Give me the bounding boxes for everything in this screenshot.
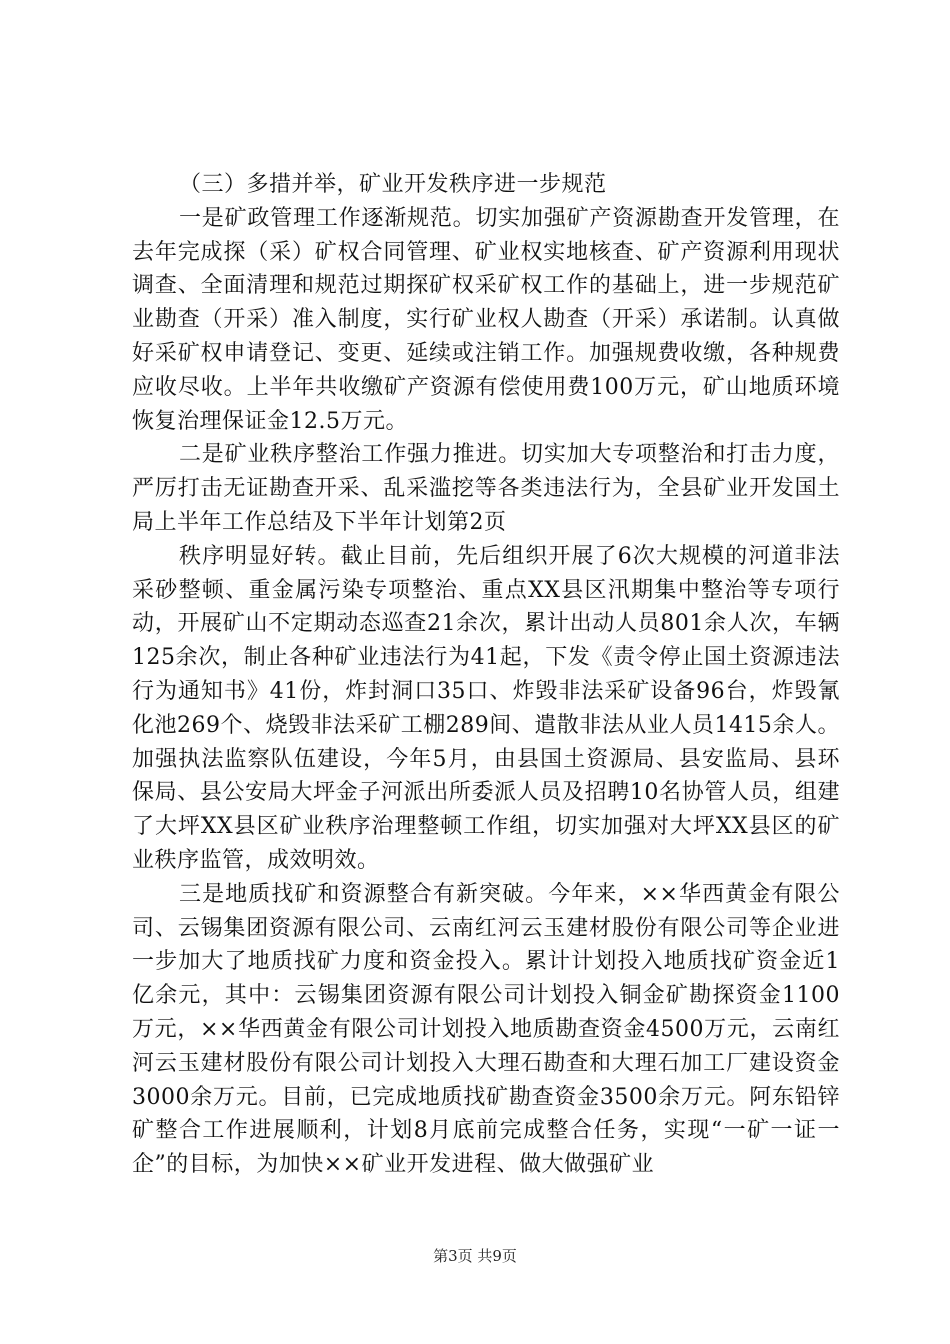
paragraph-order-results: 秩序明显好转。截止目前，先后组织开展了6次大规模的河道非法采砂整顿、重金属污染专项整治、重点XX县区汛期集中整治等专项行动，开展矿山不定期动态巡查21余次，累计出动人员801余人次，车辆125余次，制止各种矿业违法行为41起，下发《责令停止国土资源违法行为通知书》41份，炸封洞口35口、炸毁非法采矿设备96台，炸毁氰化池269个、烧毁非法采矿工棚289间、遣散非法从业人员1415余人。加强执法监察队伍建设，今年5月，由县国土资源局、县安监局、县环保局、县公安局大坪金子河派出所委派人员及招聘10名协管人员，组建了大坪XX县区矿业秩序治理整顿工作组，切实加强对大坪XX县区的矿业秩序监管，成效明效。 [132,543,840,873]
document-body [132,168,840,1182]
paragraph-mining-administration: 一是矿政管理工作逐渐规范。切实加强矿产资源勘查开发管理，在去年完成探（采）矿权合同管理、矿业权实地核查、矿产资源利用现状调查、全面清理和规范过期探矿权采矿权工作的基础上，进一步规范矿业勘查（开采）准入制度，实行矿业权人勘查（开采）承诺制。认真做好采矿权申请登记、变更、延续或注销工作。加强规费收缴，各种规费应收尽收。上半年共收缴矿产资源有偿使用费100万元，矿山地质环境恢复治理保证金12.5万元。 [132,205,840,434]
paragraph-order-rectification: 二是矿业秩序整治工作强力推进。切实加大专项整治和打击力度，严厉打击无证勘查开采、乱采滥挖等各类违法行为，全县矿业开发国土局上半年工作总结及下半年计划第2页 [132,442,840,535]
section-heading: （三）多措并举，矿业开发秩序进一步规范 [179,172,607,197]
page-footer: 第3页 共9页 [433,1247,517,1265]
paragraph-geological-prospecting: 三是地质找矿和资源整合有新突破。今年来，××华西黄金有限公司、云锡集团资源有限公司、云南红河云玉建材股份有限公司等企业进一步加大了地质找矿力度和资金投入。累计计划投入地质找矿资金近1亿余元，其中：云锡集团资源有限公司计划投入铜金矿勘探资金1100万元，××华西黄金有限公司计划投入地质勘查资金4500万元，云南红河云玉建材股份有限公司计划投入大理石勘查和大理石加工厂建设资金3000余万元。目前，已完成地质找矿勘查资金3500余万元。阿东铅锌矿整合工作进展顺利，计划8月底前完成整合任务，实现“一矿一证一企”的目标，为加快××矿业开发进程、做大做强矿业 [132,881,840,1178]
